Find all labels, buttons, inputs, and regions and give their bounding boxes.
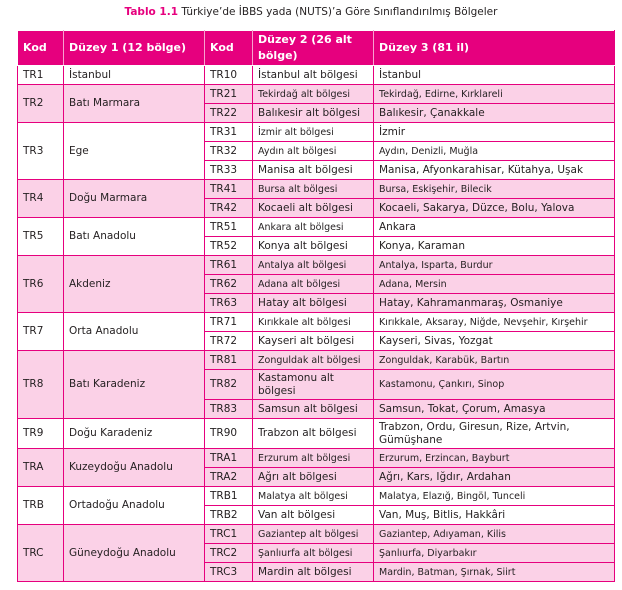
level1-name-cell: Doğu Karadeniz [64, 419, 205, 449]
level1-code-cell: TR4 [18, 180, 64, 218]
level3-provinces-cell: Tekirdağ, Edirne, Kırklareli [374, 85, 615, 104]
caption-label: Tablo 1.1 [124, 6, 179, 18]
level2-code-cell: TR62 [205, 275, 253, 294]
level1-name-cell: Batı Anadolu [64, 218, 205, 256]
level3-provinces-cell: Mardin, Batman, Şırnak, Siirt [374, 563, 615, 582]
level1-name-cell: Güneydoğu Anadolu [64, 525, 205, 582]
table-row [18, 256, 615, 275]
level2-name-cell: Ağrı alt bölgesi [253, 468, 374, 487]
level2-code-cell: TR82 [205, 370, 253, 400]
level1-code-cell: TR1 [18, 66, 64, 85]
level2-code-cell: TRC2 [205, 544, 253, 563]
level2-code-cell: TR81 [205, 351, 253, 370]
header-kod-2: Kod [205, 31, 253, 66]
level2-code-cell: TRA1 [205, 449, 253, 468]
level1-name-cell: Ege [64, 123, 205, 180]
level1-name-cell: Batı Karadeniz [64, 351, 205, 419]
level2-name-cell: Konya alt bölgesi [253, 237, 374, 256]
level2-code-cell: TR90 [205, 419, 253, 449]
level2-code-cell: TR71 [205, 313, 253, 332]
level1-code-cell: TRB [18, 487, 64, 525]
level1-name-cell: Kuzeydoğu Anadolu [64, 449, 205, 487]
level2-name-cell: Ankara alt bölgesi [253, 218, 374, 237]
table-row [18, 218, 615, 237]
level1-code-cell: TR6 [18, 256, 64, 313]
level2-code-cell: TR21 [205, 85, 253, 104]
level2-name-cell: Adana alt bölgesi [253, 275, 374, 294]
level3-provinces-cell: Trabzon, Ordu, Giresun, Rize, Artvin, Gümüşhane [374, 419, 615, 449]
level3-provinces-cell: Balıkesir, Çanakkale [374, 104, 615, 123]
level2-code-cell: TR63 [205, 294, 253, 313]
level2-code-cell: TR51 [205, 218, 253, 237]
level2-name-cell: Samsun alt bölgesi [253, 400, 374, 419]
level3-provinces-cell: İstanbul [374, 66, 615, 85]
header-duzey-2: Düzey 2 (26 alt bölge) [253, 31, 374, 66]
level2-name-cell: Malatya alt bölgesi [253, 487, 374, 506]
header-kod-1: Kod [18, 31, 64, 66]
level3-provinces-cell: Kocaeli, Sakarya, Düzce, Bolu, Yalova [374, 199, 615, 218]
level3-provinces-cell: Hatay, Kahramanmaraş, Osmaniye [374, 294, 615, 313]
table-row [18, 351, 615, 370]
level2-name-cell: Kocaeli alt bölgesi [253, 199, 374, 218]
level2-code-cell: TRC3 [205, 563, 253, 582]
level3-provinces-cell: Konya, Karaman [374, 237, 615, 256]
table-row [18, 449, 615, 468]
level3-provinces-cell: Manisa, Afyonkarahisar, Kütahya, Uşak [374, 161, 615, 180]
level1-name-cell: Doğu Marmara [64, 180, 205, 218]
level2-name-cell: Gaziantep alt bölgesi [253, 525, 374, 544]
table-row [18, 525, 615, 544]
level1-name-cell: Ortadoğu Anadolu [64, 487, 205, 525]
level2-name-cell: Balıkesir alt bölgesi [253, 104, 374, 123]
level2-name-cell: Erzurum alt bölgesi [253, 449, 374, 468]
level2-code-cell: TRC1 [205, 525, 253, 544]
level2-name-cell: Bursa alt bölgesi [253, 180, 374, 199]
level1-name-cell: İstanbul [64, 66, 205, 85]
level3-provinces-cell: Aydın, Denizli, Muğla [374, 142, 615, 161]
level1-code-cell: TR8 [18, 351, 64, 419]
level1-name-cell: Orta Anadolu [64, 313, 205, 351]
level2-name-cell: Kayseri alt bölgesi [253, 332, 374, 351]
level3-provinces-cell: Ağrı, Kars, Iğdır, Ardahan [374, 468, 615, 487]
level3-provinces-cell: Malatya, Elazığ, Bingöl, Tunceli [374, 487, 615, 506]
level2-code-cell: TR31 [205, 123, 253, 142]
level3-provinces-cell: Zonguldak, Karabük, Bartın [374, 351, 615, 370]
table-row [18, 487, 615, 506]
caption-text: Türkiye’de İBBS yada (NUTS)’a Göre Sınıflandırılmış Bölgeler [181, 6, 498, 18]
level1-code-cell: TRA [18, 449, 64, 487]
level1-code-cell: TR3 [18, 123, 64, 180]
table-row [18, 313, 615, 332]
level2-name-cell: Şanlıurfa alt bölgesi [253, 544, 374, 563]
level2-name-cell: Van alt bölgesi [253, 506, 374, 525]
level3-provinces-cell: Kayseri, Sivas, Yozgat [374, 332, 615, 351]
level3-provinces-cell: Kırıkkale, Aksaray, Niğde, Nevşehir, Kırşehir [374, 313, 615, 332]
level2-code-cell: TRB1 [205, 487, 253, 506]
level1-name-cell: Akdeniz [64, 256, 205, 313]
table-row [18, 419, 615, 449]
level2-code-cell: TR41 [205, 180, 253, 199]
level2-name-cell: Mardin alt bölgesi [253, 563, 374, 582]
level1-code-cell: TR7 [18, 313, 64, 351]
level1-code-cell: TR2 [18, 85, 64, 123]
level3-provinces-cell: Adana, Mersin [374, 275, 615, 294]
level2-code-cell: TR22 [205, 104, 253, 123]
nuts-regions-table [17, 30, 615, 582]
table-caption [0, 6, 622, 18]
level3-provinces-cell: Samsun, Tokat, Çorum, Amasya [374, 400, 615, 419]
level2-name-cell: Trabzon alt bölgesi [253, 419, 374, 449]
level1-name-cell: Batı Marmara [64, 85, 205, 123]
level2-code-cell: TRB2 [205, 506, 253, 525]
level2-code-cell: TR42 [205, 199, 253, 218]
table-header-row [18, 31, 615, 66]
level3-provinces-cell: Antalya, Isparta, Burdur [374, 256, 615, 275]
level2-code-cell: TR72 [205, 332, 253, 351]
level2-name-cell: İstanbul alt bölgesi [253, 66, 374, 85]
level3-provinces-cell: Ankara [374, 218, 615, 237]
level3-provinces-cell: Gaziantep, Adıyaman, Kilis [374, 525, 615, 544]
level2-name-cell: Aydın alt bölgesi [253, 142, 374, 161]
level2-name-cell: Zonguldak alt bölgesi [253, 351, 374, 370]
table-row [18, 123, 615, 142]
header-duzey-1: Düzey 1 (12 bölge) [64, 31, 205, 66]
table-body [18, 66, 615, 582]
level3-provinces-cell: Şanlıurfa, Diyarbakır [374, 544, 615, 563]
level3-provinces-cell: Kastamonu, Çankırı, Sinop [374, 370, 615, 400]
level2-name-cell: Kırıkkale alt bölgesi [253, 313, 374, 332]
level1-code-cell: TRC [18, 525, 64, 582]
level2-code-cell: TR61 [205, 256, 253, 275]
level2-code-cell: TR52 [205, 237, 253, 256]
table-row [18, 66, 615, 85]
level2-name-cell: Tekirdağ alt bölgesi [253, 85, 374, 104]
table-row [18, 85, 615, 104]
level3-provinces-cell: İzmir [374, 123, 615, 142]
level3-provinces-cell: Erzurum, Erzincan, Bayburt [374, 449, 615, 468]
level2-code-cell: TR32 [205, 142, 253, 161]
level2-name-cell: İzmir alt bölgesi [253, 123, 374, 142]
level1-code-cell: TR5 [18, 218, 64, 256]
level2-name-cell: Hatay alt bölgesi [253, 294, 374, 313]
table-row [18, 180, 615, 199]
level2-name-cell: Kastamonu alt bölgesi [253, 370, 374, 400]
level2-name-cell: Manisa alt bölgesi [253, 161, 374, 180]
level2-code-cell: TRA2 [205, 468, 253, 487]
level3-provinces-cell: Bursa, Eskişehir, Bilecik [374, 180, 615, 199]
level3-provinces-cell: Van, Muş, Bitlis, Hakkâri [374, 506, 615, 525]
level2-name-cell: Antalya alt bölgesi [253, 256, 374, 275]
level2-code-cell: TR33 [205, 161, 253, 180]
header-duzey-3: Düzey 3 (81 il) [374, 31, 615, 66]
level2-code-cell: TR10 [205, 66, 253, 85]
level2-code-cell: TR83 [205, 400, 253, 419]
level1-code-cell: TR9 [18, 419, 64, 449]
